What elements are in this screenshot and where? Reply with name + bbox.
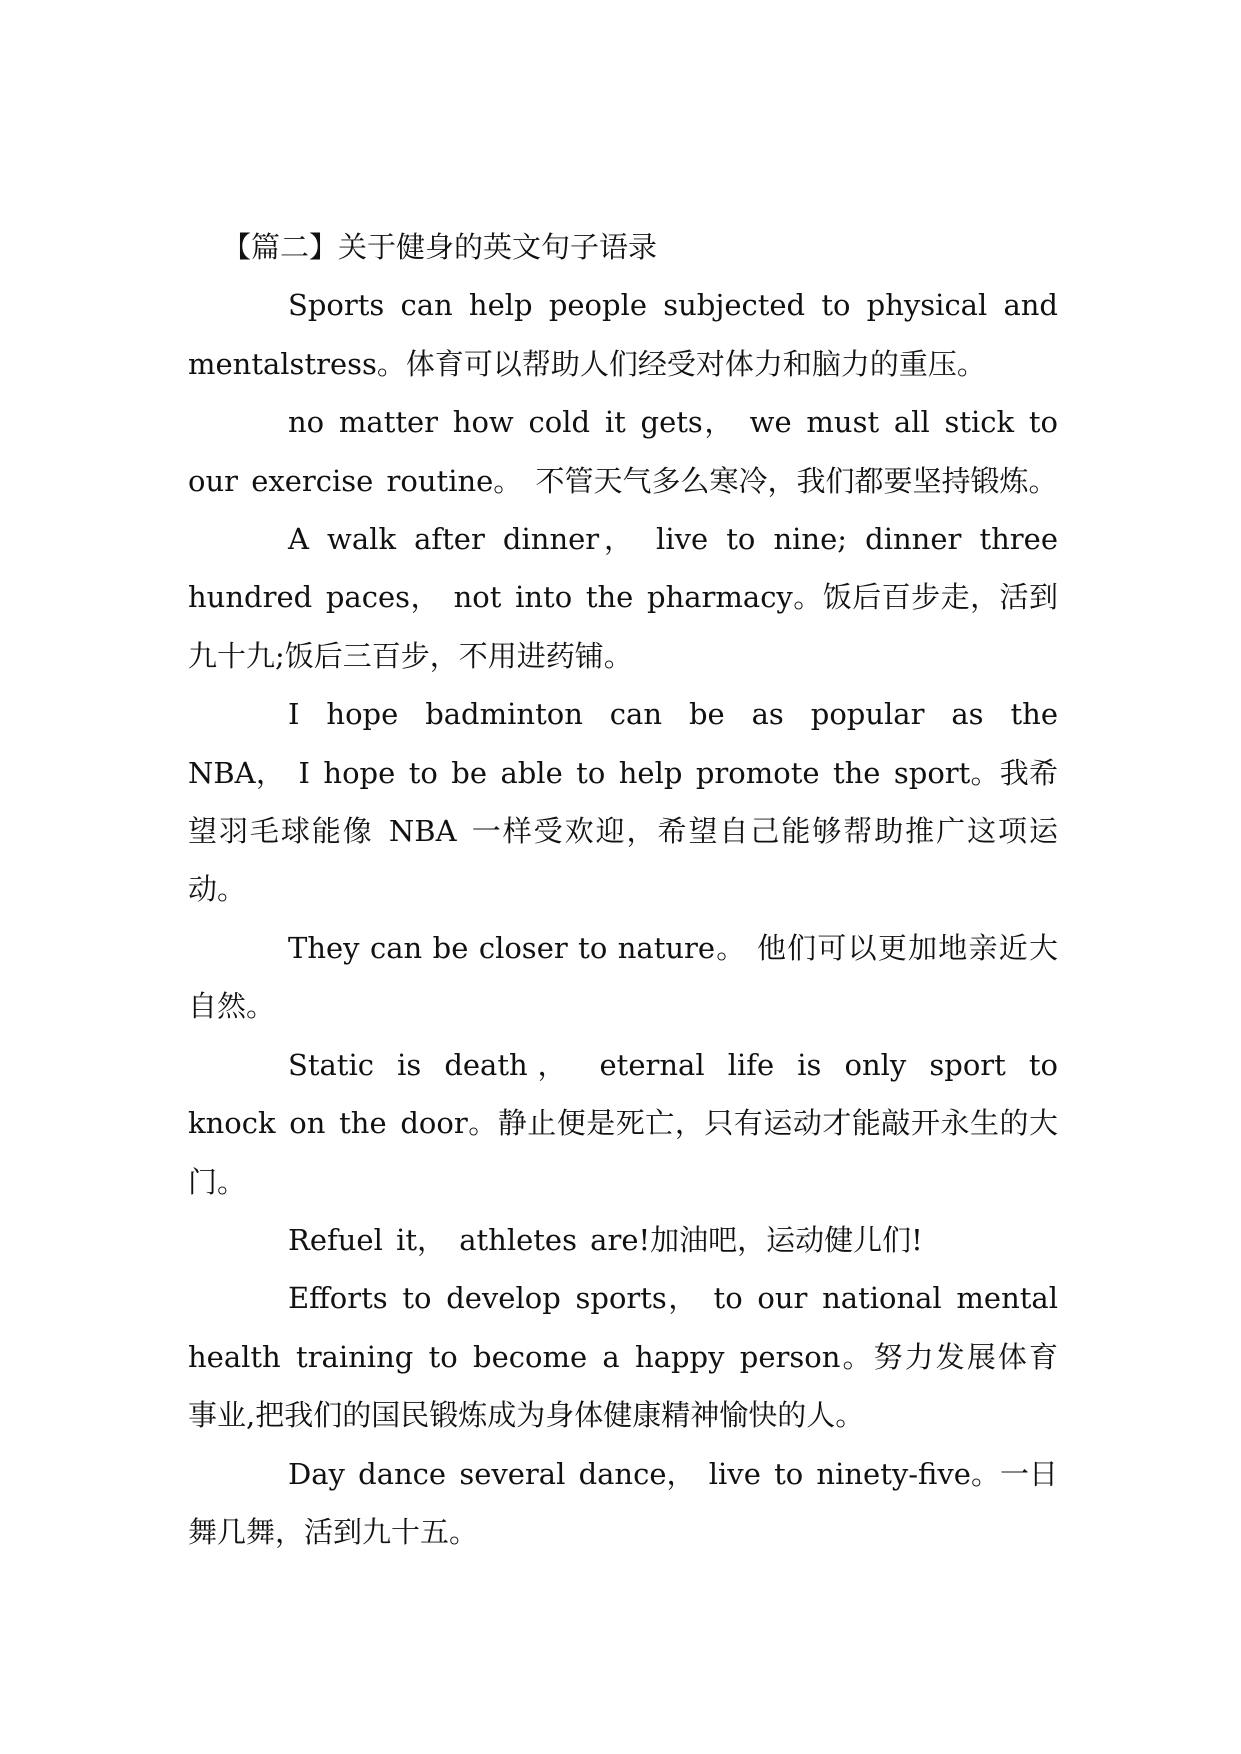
paragraph: no matter how cold it gets， we must all stick to our exercise routine。 不管天气多么寒冷，我们都要坚持锻炼。 bbox=[188, 405, 1058, 498]
paragraph: I hope badminton can be as popular as the NBA， I hope to be able to help promote the sport。我希望羽毛球能像 NBA 一样受欢迎，希望自己能够帮助推广这项运动。 bbox=[188, 697, 1058, 907]
paragraph: Refuel it， athletes are!加油吧，运动健儿们! bbox=[288, 1222, 923, 1257]
paragraph: Sports can help people subjected to physical and mentalstress。体育可以帮助人们经受对体力和脑力的重压。 bbox=[188, 288, 1058, 381]
paragraph: Static is death， eternal life is only sport to knock on the door。静止便是死亡，只有运动才能敲开永生的大门。 bbox=[188, 1047, 1058, 1199]
paragraph: A walk after dinner， live to nine; dinner three hundred paces， not into the pharmacy。饭后百步走，活到九十九;饭后三百步，不用进药铺。 bbox=[188, 522, 1058, 673]
paragraph: Day dance several dance， live to ninety-five。一日舞几舞，活到九十五。 bbox=[188, 1456, 1058, 1549]
paragraph: Efforts to develop sports， to our national mental health training to become a happy person。努力发展体育事业,把我们的国民锻炼成为身体健康精神愉快的人。 bbox=[188, 1281, 1058, 1433]
paragraph: They can be closer to nature。 他们可以更加地亲近大自然。 bbox=[188, 930, 1058, 1024]
section-heading: 【篇二】关于健身的英文句子语录 bbox=[222, 230, 658, 264]
document-body bbox=[188, 218, 1058, 1561]
